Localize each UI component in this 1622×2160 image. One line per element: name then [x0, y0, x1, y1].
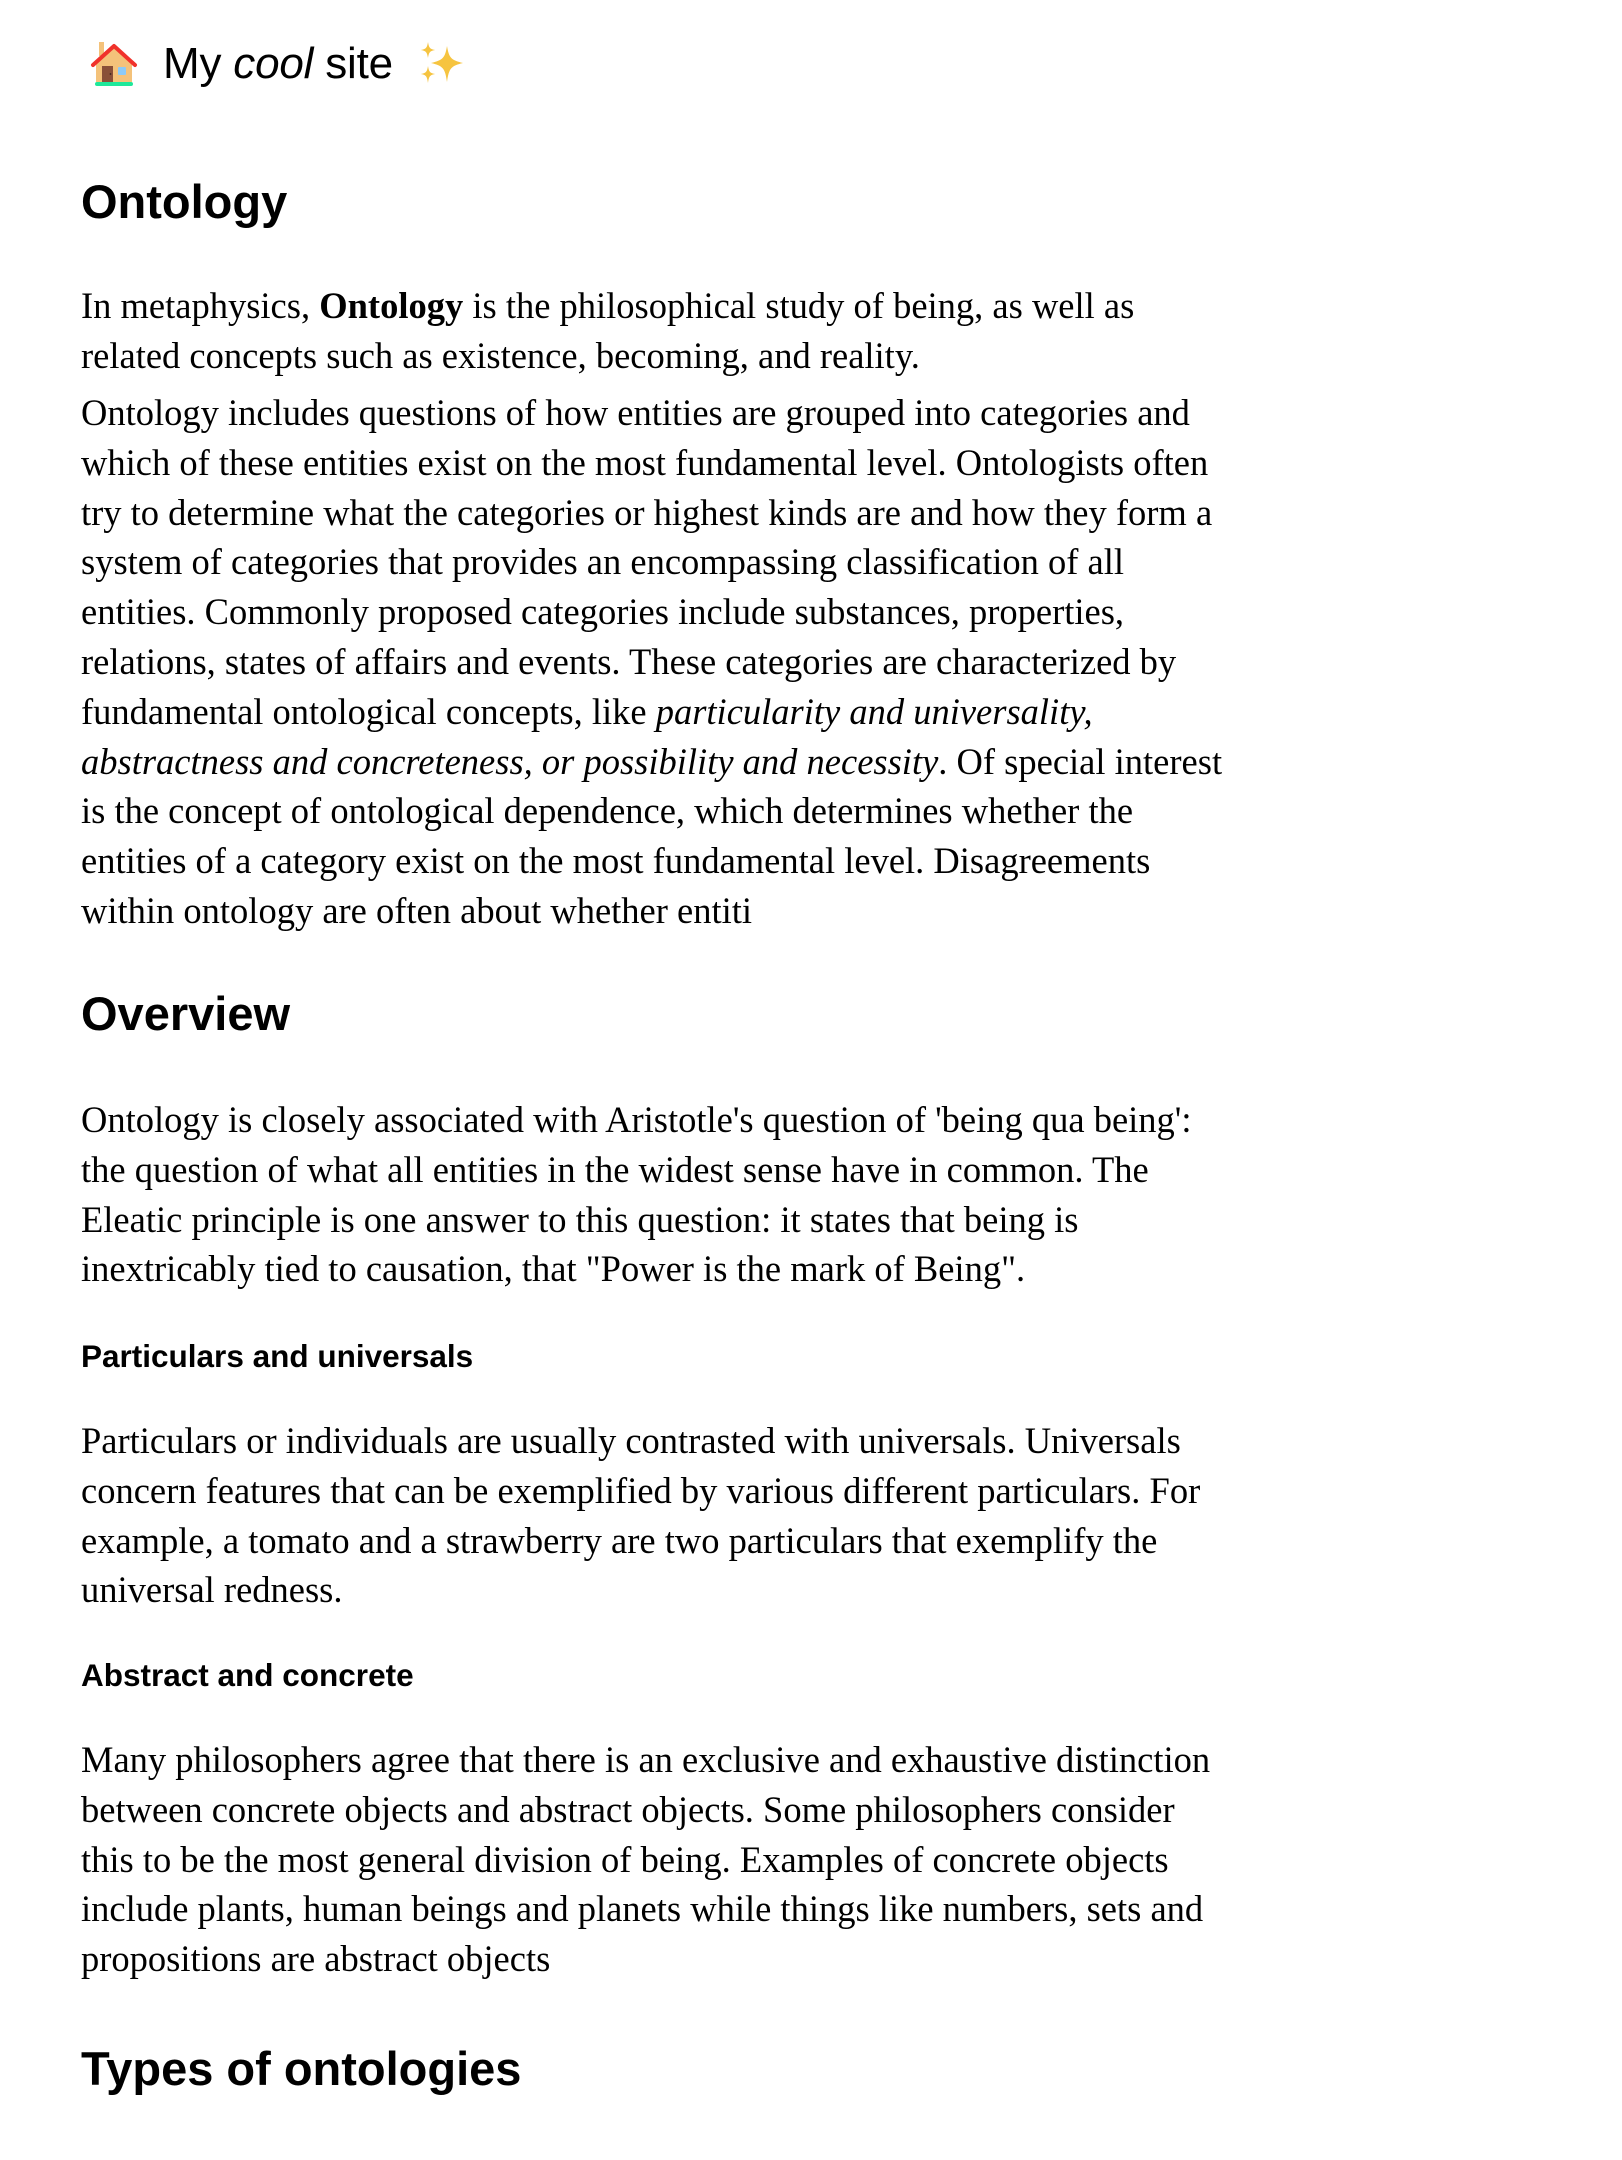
site-title[interactable]: My cool site [163, 39, 393, 88]
house-icon [90, 40, 138, 88]
paragraph-line: is the concept of ontological dependence, which determines whether the [81, 790, 1134, 832]
paragraph-ontology-intro [81, 281, 1411, 381]
paragraph-line: propositions are abstract objects [81, 1938, 551, 1980]
heading-overview: Overview [81, 987, 291, 1040]
paragraph-line: include plants, human beings and planets while things like numbers, sets and [81, 1888, 1204, 1930]
paragraph-line: entities. Commonly proposed categories include substances, properties, [81, 591, 1125, 633]
paragraph-line: system of categories that provides an encompassing classification of all [81, 541, 1124, 583]
paragraph-line: In metaphysics, Ontology is the philosophical study of being, as well as [81, 285, 1135, 326]
italic-concepts: abstractness and concreteness, or possibility and necessity [81, 740, 939, 782]
paragraph-line: entities of a category exist on the most fundamental level. Disagreements [81, 840, 1151, 882]
heading-types-of-ontologies: Types of ontologies [81, 2042, 522, 2095]
paragraph-line: try to determine what the categories or highest kinds are and how they form a [81, 491, 1213, 533]
paragraph-line: Eleatic principle is one answer to this question: it states that being is [81, 1198, 1079, 1240]
site-header[interactable] [90, 34, 465, 94]
paragraph-line: Many philosophers agree that there is an exclusive and exhaustive distinction [81, 1739, 1211, 1780]
site-title-emphasis: cool [233, 39, 314, 88]
paragraph-line: the question of what all entities in the widest sense have in common. The [81, 1148, 1149, 1190]
paragraph-abstract [81, 1735, 1411, 1984]
sparkles-icon [417, 40, 465, 88]
italic-concepts: particularity and universality, [655, 690, 1093, 732]
paragraph-line: Particulars or individuals are usually contrasted with universals. Universals [81, 1420, 1181, 1461]
paragraph-line: concern features that can be exemplified by various different particulars. For [81, 1469, 1201, 1511]
paragraph-line: relations, states of affairs and events. These categories are characterized by [81, 640, 1177, 682]
paragraph-line: Ontology is closely associated with Aristotle's question of 'being qua being': [81, 1099, 1192, 1140]
paragraph-particulars [81, 1416, 1411, 1615]
paragraph-line: related concepts such as existence, becoming, and reality. [81, 334, 920, 376]
paragraph-line: between concrete objects and abstract objects. Some philosophers consider [81, 1788, 1175, 1830]
paragraph-line: this to be the most general division of being. Examples of concrete objects [81, 1838, 1169, 1880]
paragraph-overview [81, 1095, 1411, 1294]
paragraph-line: universal redness. [81, 1569, 343, 1611]
paragraph-line: within ontology are often about whether entiti [81, 889, 753, 931]
paragraph-line: Ontology includes questions of how entities are grouped into categories and [81, 392, 1190, 433]
heading-ontology: Ontology [81, 175, 288, 228]
paragraph-line: which of these entities exist on the most fundamental level. Ontologists often [81, 441, 1209, 483]
paragraph-line: inextricably tied to causation, that "Power is the mark of Being". [81, 1248, 1026, 1290]
paragraph-line: example, a tomato and a strawberry are two particulars that exemplify the [81, 1519, 1158, 1561]
heading-particulars-and-universals: Particulars and universals [81, 1338, 474, 1374]
heading-abstract-and-concrete: Abstract and concrete [81, 1657, 414, 1693]
bold-term-ontology: Ontology [319, 285, 464, 326]
paragraph-ontology-categories [81, 388, 1411, 936]
paragraph-line: fundamental ontological concepts, like particularity and universality, [81, 690, 1093, 732]
paragraph-line: abstractness and concreteness, or possibility and necessity. Of special interest [81, 740, 1223, 782]
